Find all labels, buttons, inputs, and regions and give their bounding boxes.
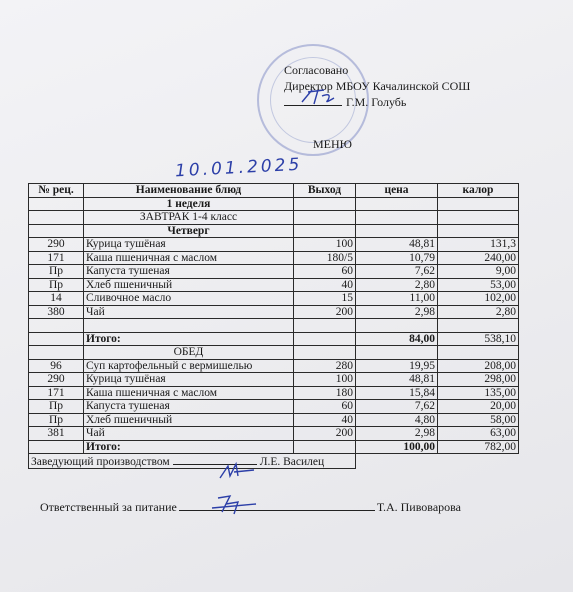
dish-output: 280: [294, 359, 356, 373]
empty-cell: [356, 454, 438, 469]
recipe-number: 381: [29, 427, 84, 441]
empty-cell: [356, 319, 438, 333]
empty-cell: [29, 319, 84, 333]
dish-name: Хлеб пшеничный: [84, 413, 294, 427]
dish-output: 40: [294, 278, 356, 292]
dish-output: 100: [294, 238, 356, 252]
table-row: [29, 292, 519, 306]
table-row: [29, 278, 519, 292]
empty-cell: [84, 319, 294, 333]
dish-calories: 9,00: [438, 265, 519, 279]
approval-line-1: Согласовано: [284, 63, 349, 77]
empty-cell: [294, 319, 356, 333]
responsible-signature: [204, 490, 264, 522]
menu-title: МЕНЮ: [313, 137, 352, 151]
dish-name: Каша пшеничная с маслом: [84, 251, 294, 265]
dish-calories: 63,00: [438, 427, 519, 441]
recipe-number: 290: [29, 238, 84, 252]
empty-cell: [29, 332, 84, 346]
dish-name: Курица тушёная: [84, 238, 294, 252]
empty-cell: [294, 346, 356, 360]
dish-output: 100: [294, 373, 356, 387]
total-calories: 782,00: [438, 440, 519, 454]
empty-cell: [29, 346, 84, 360]
empty-cell: [29, 440, 84, 454]
manager-name: Л.Е. Василец: [259, 456, 325, 468]
table-row: [29, 386, 519, 400]
dish-output: 15: [294, 292, 356, 306]
total-label: Итого:: [84, 332, 294, 346]
dish-calories: 58,00: [438, 413, 519, 427]
total-label: Итого:: [84, 440, 294, 454]
col-header: Наименование блюд: [84, 184, 294, 198]
dish-name: Капуста тушеная: [84, 265, 294, 279]
director-signature: [298, 86, 342, 108]
table-row: [29, 359, 519, 373]
director-name: Г.М. Голубь: [346, 95, 407, 109]
responsible-name: Т.А. Пивоварова: [376, 500, 461, 514]
dish-calories: 102,00: [438, 292, 519, 306]
dish-price: 48,81: [356, 373, 438, 387]
col-header: цена: [356, 184, 438, 198]
empty-cell: [438, 346, 519, 360]
recipe-number: 14: [29, 292, 84, 306]
dish-name: Чай: [84, 427, 294, 441]
menu-table: [28, 183, 519, 469]
dish-price: 10,79: [356, 251, 438, 265]
dish-calories: 298,00: [438, 373, 519, 387]
recipe-number: 171: [29, 251, 84, 265]
table-row: [29, 413, 519, 427]
dish-name: Хлеб пшеничный: [84, 278, 294, 292]
breakfast-label: ЗАВТРАК 1-4 класс: [84, 211, 294, 225]
recipe-number: 96: [29, 359, 84, 373]
dish-output: 200: [294, 305, 356, 319]
dish-name: Курица тушёная: [84, 373, 294, 387]
manager-cell: [29, 454, 356, 469]
total-row: [29, 440, 519, 454]
recipe-number: Пр: [29, 400, 84, 414]
dish-output: 180/5: [294, 251, 356, 265]
manager-signature: [214, 460, 258, 484]
dish-name: Суп картофельный с вермишелью: [84, 359, 294, 373]
dish-price: 4,80: [356, 413, 438, 427]
dish-name: Чай: [84, 305, 294, 319]
dish-name: Сливочное масло: [84, 292, 294, 306]
total-calories: 538,10: [438, 332, 519, 346]
dish-calories: 53,00: [438, 278, 519, 292]
dish-price: 15,84: [356, 386, 438, 400]
dish-output: 40: [294, 413, 356, 427]
dish-output: 180: [294, 386, 356, 400]
total-price: 100,00: [356, 440, 438, 454]
recipe-number: 171: [29, 386, 84, 400]
table-row: [29, 238, 519, 252]
table-row: [29, 265, 519, 279]
dish-name: Капуста тушеная: [84, 400, 294, 414]
empty-cell: [294, 332, 356, 346]
recipe-number: 290: [29, 373, 84, 387]
dish-price: 2,80: [356, 278, 438, 292]
lunch-header-row: [29, 346, 519, 360]
dish-calories: 135,00: [438, 386, 519, 400]
total-price: 84,00: [356, 332, 438, 346]
empty-row: [29, 319, 519, 333]
table-row: [29, 427, 519, 441]
dish-price: 19,95: [356, 359, 438, 373]
dish-price: 48,81: [356, 238, 438, 252]
dish-name: Каша пшеничная с маслом: [84, 386, 294, 400]
dish-price: 2,98: [356, 427, 438, 441]
col-header: калор: [438, 184, 519, 198]
recipe-number: 380: [29, 305, 84, 319]
dish-output: 60: [294, 400, 356, 414]
week-label: 1 неделя: [84, 197, 294, 211]
dish-price: 11,00: [356, 292, 438, 306]
table-row: [29, 400, 519, 414]
empty-cell: [438, 319, 519, 333]
day-label: Четверг: [84, 224, 294, 238]
total-row: [29, 332, 519, 346]
recipe-number: Пр: [29, 278, 84, 292]
col-header: Выход: [294, 184, 356, 198]
dish-calories: 131,3: [438, 238, 519, 252]
table-header-row: [29, 184, 519, 198]
dish-price: 2,98: [356, 305, 438, 319]
recipe-number: Пр: [29, 265, 84, 279]
lunch-label: ОБЕД: [84, 346, 294, 360]
table-row: [29, 251, 519, 265]
dish-price: 7,62: [356, 265, 438, 279]
responsible-label: Ответственный за питание: [40, 500, 177, 514]
dish-calories: 2,80: [438, 305, 519, 319]
manager-label: Заведующий производством: [31, 456, 170, 468]
dish-output: 60: [294, 265, 356, 279]
week-row: [29, 197, 519, 211]
recipe-number: Пр: [29, 413, 84, 427]
table-row: [29, 373, 519, 387]
dish-calories: 208,00: [438, 359, 519, 373]
dish-calories: 20,00: [438, 400, 519, 414]
handwritten-date: 10.01.2025: [174, 154, 303, 182]
empty-cell: [294, 440, 356, 454]
breakfast-header-row: [29, 211, 519, 225]
dish-calories: 240,00: [438, 251, 519, 265]
empty-cell: [356, 346, 438, 360]
dish-output: 200: [294, 427, 356, 441]
col-header: № рец.: [29, 184, 84, 198]
approval-line-2: Директор МБОУ Качалинской СОШ: [284, 79, 471, 93]
day-row: [29, 224, 519, 238]
empty-cell: [438, 454, 519, 469]
dish-price: 7,62: [356, 400, 438, 414]
table-row: [29, 305, 519, 319]
manager-row: [29, 454, 519, 469]
